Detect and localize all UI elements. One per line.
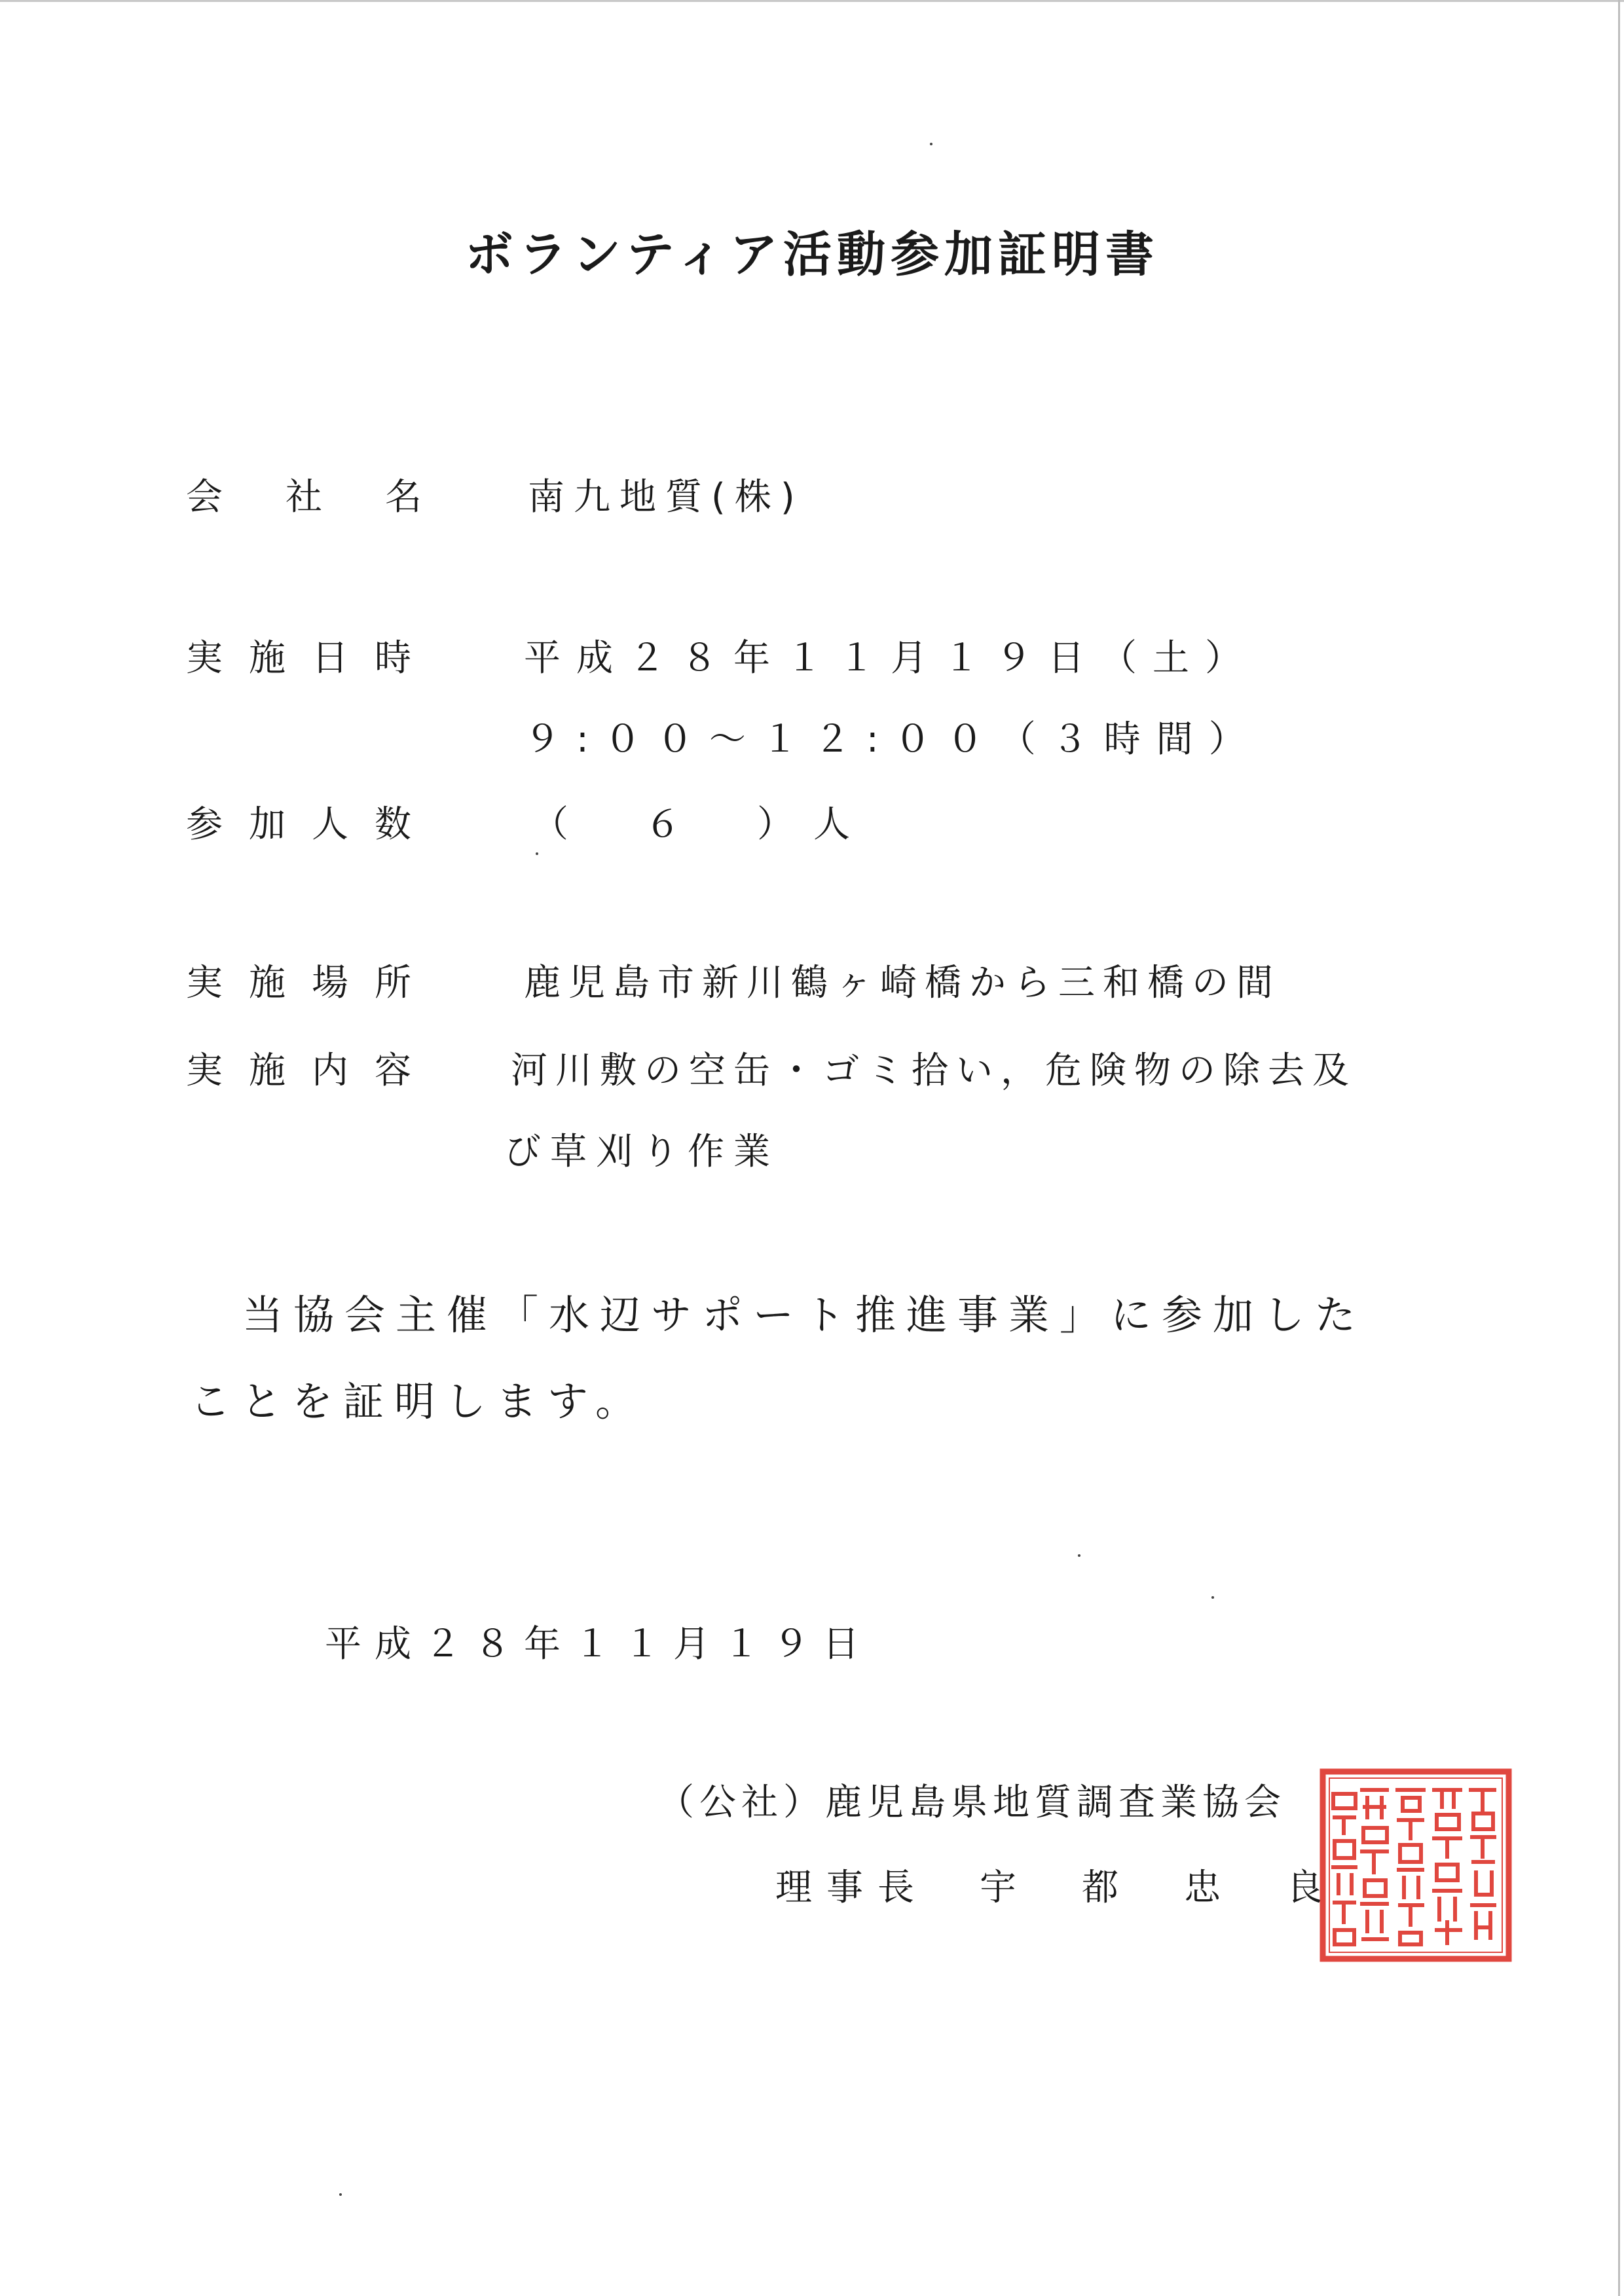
company-value: 南九地質(株) [528, 476, 804, 519]
date-value: 平成２８年１１月１９日（土） [524, 637, 1257, 680]
company-label: 会社名 [186, 476, 485, 519]
document-title: ボランティア活動参加証明書 [464, 227, 1160, 283]
statement-line1: 当協会主催「水辺サポート推進事業」に参加した [242, 1291, 1367, 1339]
statement-line2: ことを証明します。 [190, 1377, 647, 1425]
issuer-organization: （公社）鹿児島県地質調査業協会 [657, 1781, 1286, 1824]
scan-edge-top [0, 0, 1624, 2]
scan-speck [339, 2193, 342, 2196]
content-value-line2: び草刈り作業 [504, 1131, 779, 1173]
place-label: 実施場所 [186, 962, 437, 1004]
issuer-name: 理事長 宇 都 忠 良 [775, 1867, 1337, 1909]
scan-speck [536, 852, 538, 855]
time-value: ９:００～１２:００（３時間） [524, 718, 1261, 761]
scan-speck [1211, 1596, 1214, 1599]
scan-speck [1078, 1554, 1080, 1557]
participants-value: （ ６ ）人 [532, 803, 870, 846]
date-label: 実施日時 [186, 637, 437, 680]
official-seal-stamp [1319, 1768, 1513, 1963]
scan-edge-right [1618, 0, 1620, 2296]
place-value: 鹿児島市新川鶴ヶ崎橋から三和橋の間 [524, 962, 1281, 1004]
content-value-line1: 河川敷の空缶・ゴミ拾い，危険物の除去及 [511, 1049, 1357, 1092]
participants-label: 参加人数 [186, 803, 437, 846]
scan-speck [930, 143, 932, 145]
issue-date: 平成２８年１１月１９日 [325, 1623, 872, 1666]
content-label: 実施内容 [186, 1049, 437, 1092]
